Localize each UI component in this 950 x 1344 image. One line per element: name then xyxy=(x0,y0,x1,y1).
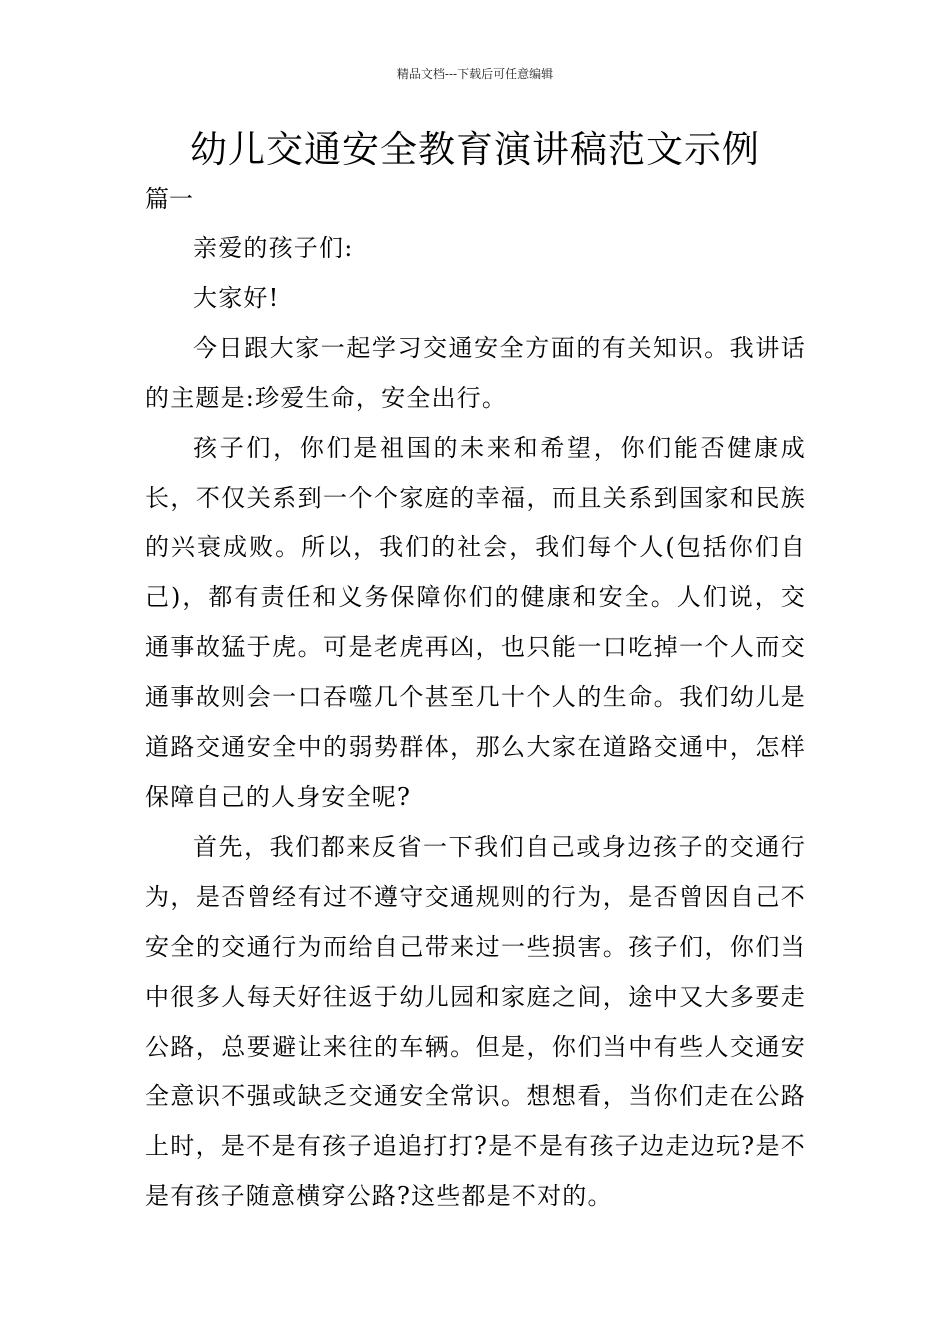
header-note: 精品文档---下载后可任意编辑 xyxy=(396,67,554,81)
document-title: 幼儿交通安全教育演讲稿范文示例 xyxy=(190,128,760,171)
paragraph-topic: 今日跟大家一起学习交通安全方面的有关知识。我讲话的主题是:珍爱生命，安全出行。 xyxy=(145,333,806,412)
section-label: 篇一 xyxy=(145,185,193,213)
paragraph-greeting: 亲爱的孩子们: xyxy=(193,234,354,262)
paragraph-reflection: 首先，我们都来反省一下我们自己或身边孩子的交通行为，是否曾经有过不遵守交通规则的行为，是否曾因自己不安全的交通行为而给自己带来过一些损害。孩子们，你们当中很多人每天好往返于幼儿园和家庭之间，途中又大多要走公路，总要避让来往的车辆。但是，你们当中有些人交通安全意识不强或缺乏交通安全常识。想想看，当你们走在公路上时，是不是有孩子追追打打?是不是有孩子边走边玩?是不是有孩子随意横穿公路?这些都是不对的。 xyxy=(145,832,806,1211)
paragraph-importance: 孩子们，你们是祖国的未来和希望，你们能否健康成长，不仅关系到一个个家庭的幸福，而且关系到国家和民族的兴衰成败。所以，我们的社会，我们每个人(包括你们自己)，都有责任和义务保障你们的健康和安全。人们说，交通事故猛于虎。可是老虎再凶，也只能一口吃掉一个人而交通事故则会一口吞噬几个甚至几十个人的生命。我们幼儿是道路交通安全中的弱势群体，那么大家在道路交通中，怎样保障自己的人身安全呢? xyxy=(145,433,806,811)
paragraph-hello: 大家好! xyxy=(193,283,280,312)
document-body xyxy=(145,224,806,1222)
